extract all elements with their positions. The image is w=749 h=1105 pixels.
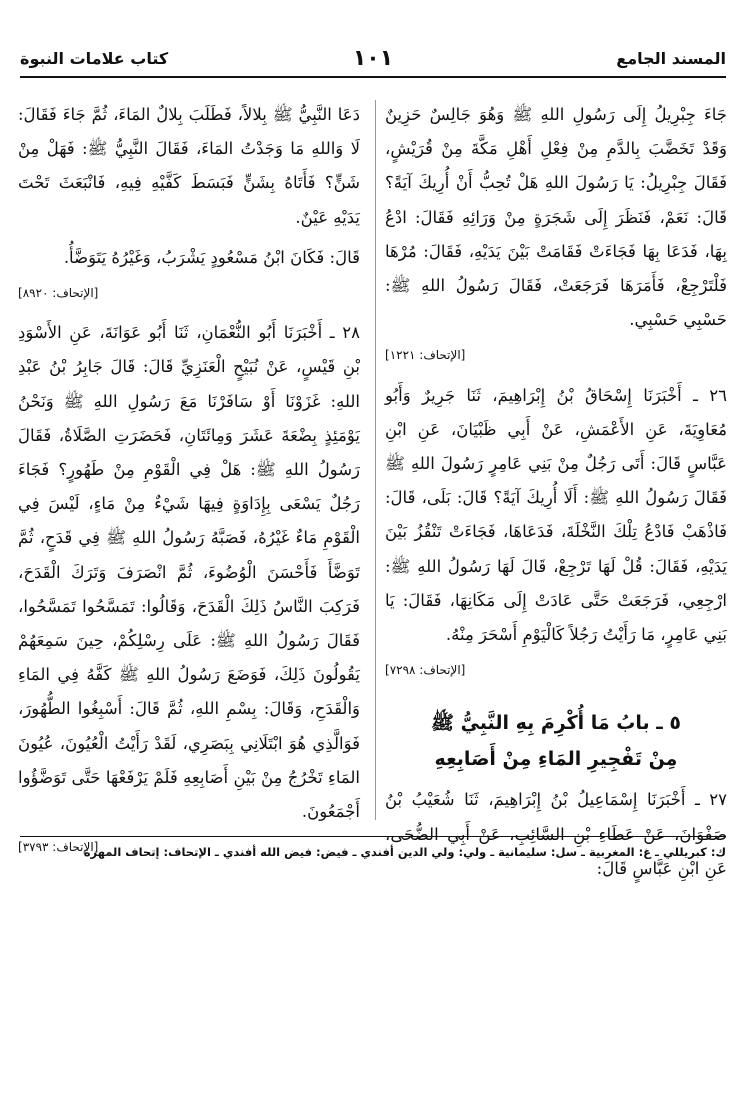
header-chapter-title: كتاب علامات النبوة (20, 48, 169, 68)
hadith-27-reference: [الإتحاف: ٨٩٢٠] (18, 286, 99, 301)
hadith-25-text: جَاءَ جِبْرِيلُ إِلَى رَسُولِ اللهِ ﷺ وَهُوَ جَالِسٌ حَزِينٌ وَقَدْ تَخَضَّبَ بِالدَّمِ مِنْ فِعْلِ أَهْلِ مَكَّةَ مِنْ قُرَيْشٍ، فَقَالَ جِبْرِيلُ: يَا رَسُولَ اللهِ هَلْ تُحِبُّ أَنْ أُرِيكَ آيَةً؟ قَالَ: نَعَمْ، فَنَظَرَ إِلَى شَجَرَةٍ مِنْ وَرَائِهِ فَقَالَ: ادْعُ بِهَا، فَدَعَا بِهَا فَجَاءَتْ فَقَامَتْ بَيْنَ يَدَيْهِ، فَقَالَ: مُرْهَا فَلْتَرْجِعْ، فَأَمَرَهَا فَرَجَعَتْ، فَقَالَ رَسُولُ اللهِ ﷺ: حَسْبِي حَسْبِي. (385, 105, 727, 330)
hadith-28-text: ٢٨ ـ أَخْبَرَنَا أَبُو النُّعْمَانِ، ثَنَا أَبُو عَوَانَةَ، عَنِ الأَسْوَدِ بْنِ قَيْسٍ، عَنْ نُبَيْحٍ الْعَنَزِيِّ قَالَ: قَالَ جَابِرُ بْنُ عَبْدِ اللهِ: غَزَوْنَا أَوْ سَافَرْنَا مَعَ رَسُولِ اللهِ ﷺ وَنَحْنُ يَوْمَئِذٍ بِضْعَةَ عَشَرَ وَمِائَتَانِ، فَحَضَرَتِ الصَّلَاةُ، فَقَالَ رَسُولُ اللهِ ﷺ: هَلْ فِي الْقَوْمِ مِنْ طَهُورٍ؟ فَجَاءَ رَجُلٌ يَسْعَى بِإِدَاوَةٍ فِيهَا شَيْءٌ مِنْ مَاءٍ، لَيْسَ فِي الْقَوْمِ مَاءٌ غَيْرُهُ، فَصَبَّهُ رَسُولُ اللهِ ﷺ فِي قَدَحٍ، ثُمَّ تَوَضَّأَ فَأَحْسَنَ الْوُضُوءَ، ثُمَّ انْصَرَفَ وَتَرَكَ الْقَدَحَ، فَرَكِبَ النَّاسُ ذَلِكَ الْقَدَحَ، وَقَالُوا: تَمَسَّحُوا تَمَسَّحُوا، فَقَالَ رَسُولُ اللهِ ﷺ: عَلَى رِسْلِكُمْ، حِينَ سَمِعَهُمْ يَقُولُونَ ذَلِكَ، فَوَضَعَ رَسُولُ اللهِ ﷺ كَفَّهُ فِي المَاءِ وَالْقَدَحِ، وَقَالَ: بِسْمِ اللهِ، ثُمَّ قَالَ: أَسْبِغُوا الطُّهُورَ، فَوَالَّذِي هُوَ ابْتَلَانِي بِبَصَرِي، لَقَدْ رَأَيْتُ الْعُيُونَ، عُيُونَ المَاءِ تَخْرُجُ مِنْ بَيْنِ أَصَابِعِهِ فَلَمْ يَرْفَعْهَا حَتَّى تَوَضَّؤُوا أَجْمَعُونَ. (18, 323, 360, 822)
column-divider (375, 100, 376, 820)
hadith-27-text: ٢٧ ـ أَخْبَرَنَا إِسْمَاعِيلُ بْنُ إِبْرَاهِيمَ، ثَنَا شُعَيْبُ بْنُ صَفْوَانَ، عَنْ عَطَاءِ بْنِ السَّائِبِ، عَنْ أَبِي الضُّحَى، عَنِ ابْنِ عَبَّاسٍ قَالَ: (385, 790, 727, 878)
hadith-25-reference: [الإتحاف: ١٢٢١] (385, 348, 466, 363)
chapter-heading-line-1: ٥ ـ بابُ مَا أُكْرِمَ بِهِ النَّبِيُّ ﷺ (431, 712, 681, 735)
hadith-26-reference: [الإتحاف: ٧٢٩٨] (385, 663, 466, 678)
left-column (18, 98, 360, 864)
chapter-heading (385, 705, 727, 777)
footer-abbreviations-text: ك: كبريللي ـ غ: المغربية ـ سل: سليمانية ـ ولي: ولي الدين أفندي ـ فيض: فيض الله أفندي ـ الإتحاف: إتحاف المهرة (83, 845, 726, 859)
header-book-title: المسند الجامع (616, 48, 726, 68)
hadith-26-text: ٢٦ ـ أَخْبَرَنَا إِسْحَاقُ بْنُ إِبْرَاهِيمَ، ثَنَا جَرِيرٌ وَأَبُو مُعَاوِيَةَ، عَنِ الأَعْمَشِ، عَنْ أَبِي ظَبْيَانَ، عَنِ ابْنِ عَبَّاسٍ قَالَ: أَتَى رَجُلٌ مِنْ بَنِي عَامِرٍ رَسُولَ اللهِ ﷺ فَقَالَ رَسُولُ اللهِ ﷺ: أَلَا أُرِيكَ آيَةً؟ قَالَ: بَلَى، قَالَ: فَاذْهَبْ فَادْعُ تِلْكَ النَّخْلَةَ، فَدَعَاهَا، فَجَاءَتْ تَنْقُزُ بَيْنَ يَدَيْهِ، فَقَالَ: قُلْ لَهَا تَرْجِعْ، قَالَ لَهَا رَسُولُ اللهِ ﷺ: ارْجِعِي، فَرَجَعَتْ حَتَّى عَادَتْ إِلَى مَكَانِهَا، فَقَالَ: يَا بَنِي عَامِرٍ، مَا رَأَيْتُ رَجُلاً كَالْيَوْمِ أَسْحَرَ مِنْهُ. (385, 385, 727, 645)
page-header (20, 40, 726, 78)
footer-abbreviations (20, 836, 726, 867)
right-column (385, 98, 727, 886)
page-number: ١٠١ (352, 45, 394, 71)
hadith-27-note: قَالَ: فَكَانَ ابْنُ مَسْعُودٍ يَشْرَبُ، وَغَيْرُهُ يَتَوَضَّأُ. (63, 247, 360, 267)
hadith-28-reference: [الإتحاف: ٣٧٩٣] (18, 840, 99, 855)
hadith-27-continuation: دَعَا النَّبِيُّ ﷺ بِلالاً، فَطَلَبَ بِلالٌ المَاءَ، ثُمَّ جَاءَ فَقَالَ: لَا وَاللهِ مَا وَجَدْتُ المَاءَ، فَقَالَ النَّبِيُّ ﷺ: فَهَلْ مِنْ شَنٍّ؟ فَأَتَاهُ بِشَنٍّ فَبَسَطَ كَفَّيْهِ فِيهِ، فَانْبَعَثَ تَحْتَ يَدَيْهِ عَيْنٌ. (18, 105, 360, 227)
chapter-heading-line-2: مِنْ تَفْجِيرِ المَاءِ مِنْ أَصَابِعِهِ (434, 748, 678, 771)
